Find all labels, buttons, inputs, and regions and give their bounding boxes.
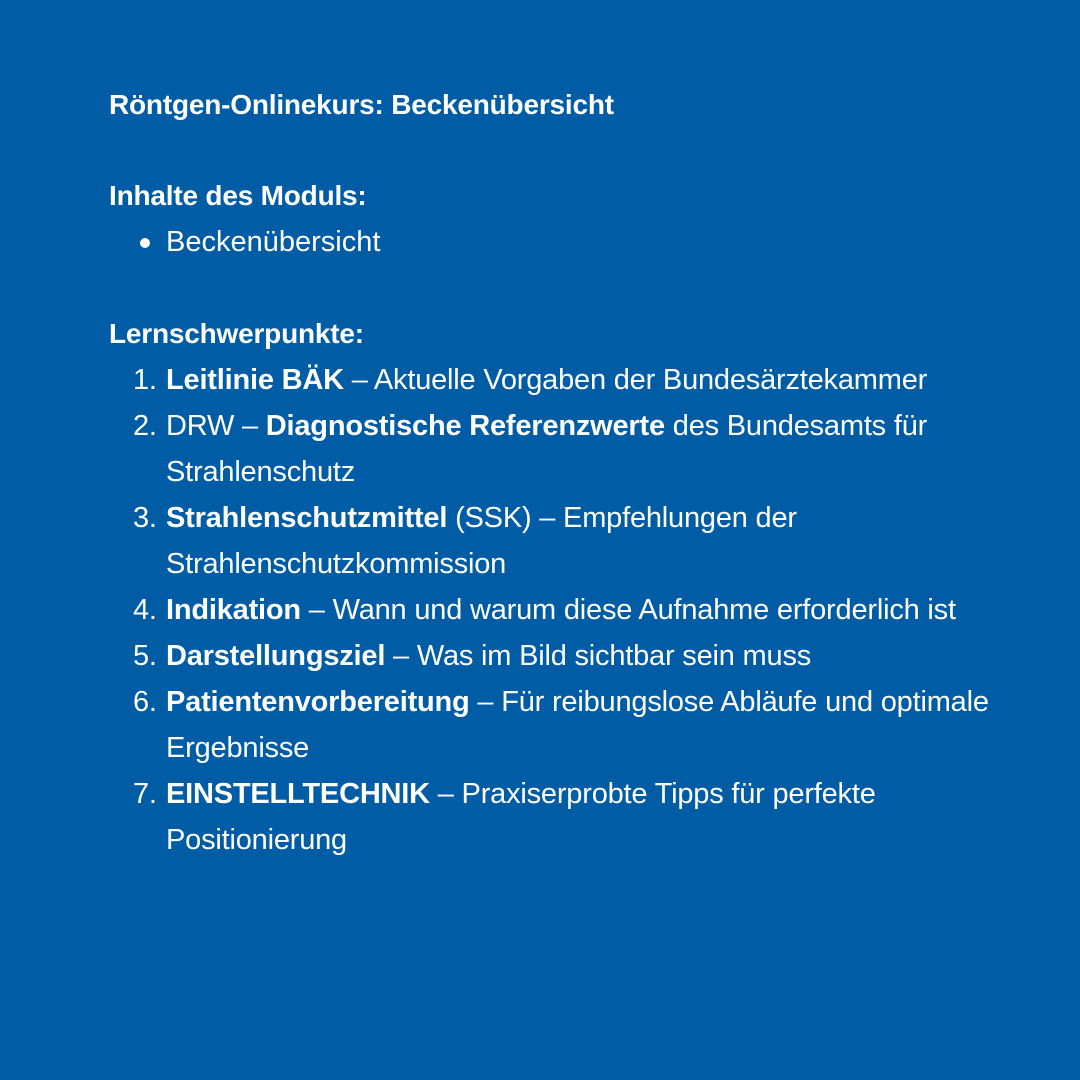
item-number: 1. bbox=[133, 364, 157, 396]
focus-heading: Lernschwerpunkte: bbox=[109, 318, 364, 349]
page-title: Röntgen-Onlinekurs: Beckenübersicht bbox=[109, 89, 614, 120]
item-description: – Was im Bild sichtbar sein muss bbox=[385, 640, 812, 672]
item-keyword: Diagnostische Referenzwerte bbox=[265, 410, 665, 442]
item-description: – Praxiserprobte Tipps für perfekte Positionierung bbox=[166, 778, 876, 856]
item-description: – Für reibungslose Abläufe und optimale Ergebnisse bbox=[166, 686, 989, 764]
spacer bbox=[109, 265, 989, 311]
item-number: 4. bbox=[133, 594, 157, 626]
item-keyword: Patientenvorbereitung bbox=[166, 686, 470, 718]
contents-heading: Inhalte des Moduls: bbox=[109, 180, 367, 211]
item-number: 5. bbox=[133, 640, 157, 672]
contents-list bbox=[109, 219, 989, 265]
focus-item bbox=[109, 403, 989, 495]
focus-item bbox=[109, 587, 989, 633]
item-number: 3. bbox=[133, 502, 157, 534]
item-description: – Wann und warum diese Aufnahme erforderlich ist bbox=[300, 594, 956, 626]
spacer bbox=[109, 127, 989, 173]
bullet-icon bbox=[140, 238, 150, 248]
focus-item bbox=[109, 495, 989, 587]
item-description: – Aktuelle Vorgaben der Bundesärztekammer bbox=[343, 364, 928, 396]
item-description: (SSK) – Empfehlungen der Strahlenschutzkommission bbox=[166, 502, 797, 580]
item-keyword: Leitlinie BÄK bbox=[166, 364, 344, 396]
contents-item bbox=[109, 219, 989, 265]
item-number: 7. bbox=[133, 778, 157, 810]
focus-item bbox=[109, 771, 989, 863]
item-description: des Bundesamts für Strahlenschutz bbox=[166, 410, 928, 488]
focus-list bbox=[109, 357, 989, 863]
focus-item bbox=[109, 633, 989, 679]
contents-item-label: Beckenübersicht bbox=[166, 226, 381, 258]
item-keyword: Indikation bbox=[166, 594, 301, 626]
focus-item bbox=[109, 679, 989, 771]
item-keyword: Darstellungsziel bbox=[166, 640, 386, 672]
item-number: 6. bbox=[133, 686, 157, 718]
item-keyword: Strahlenschutzmittel bbox=[166, 502, 448, 534]
item-keyword: EINSTELLTECHNIK bbox=[166, 778, 430, 810]
course-info-card bbox=[109, 83, 989, 863]
focus-item bbox=[109, 357, 989, 403]
item-prefix: DRW – bbox=[166, 410, 266, 442]
item-number: 2. bbox=[133, 410, 157, 442]
